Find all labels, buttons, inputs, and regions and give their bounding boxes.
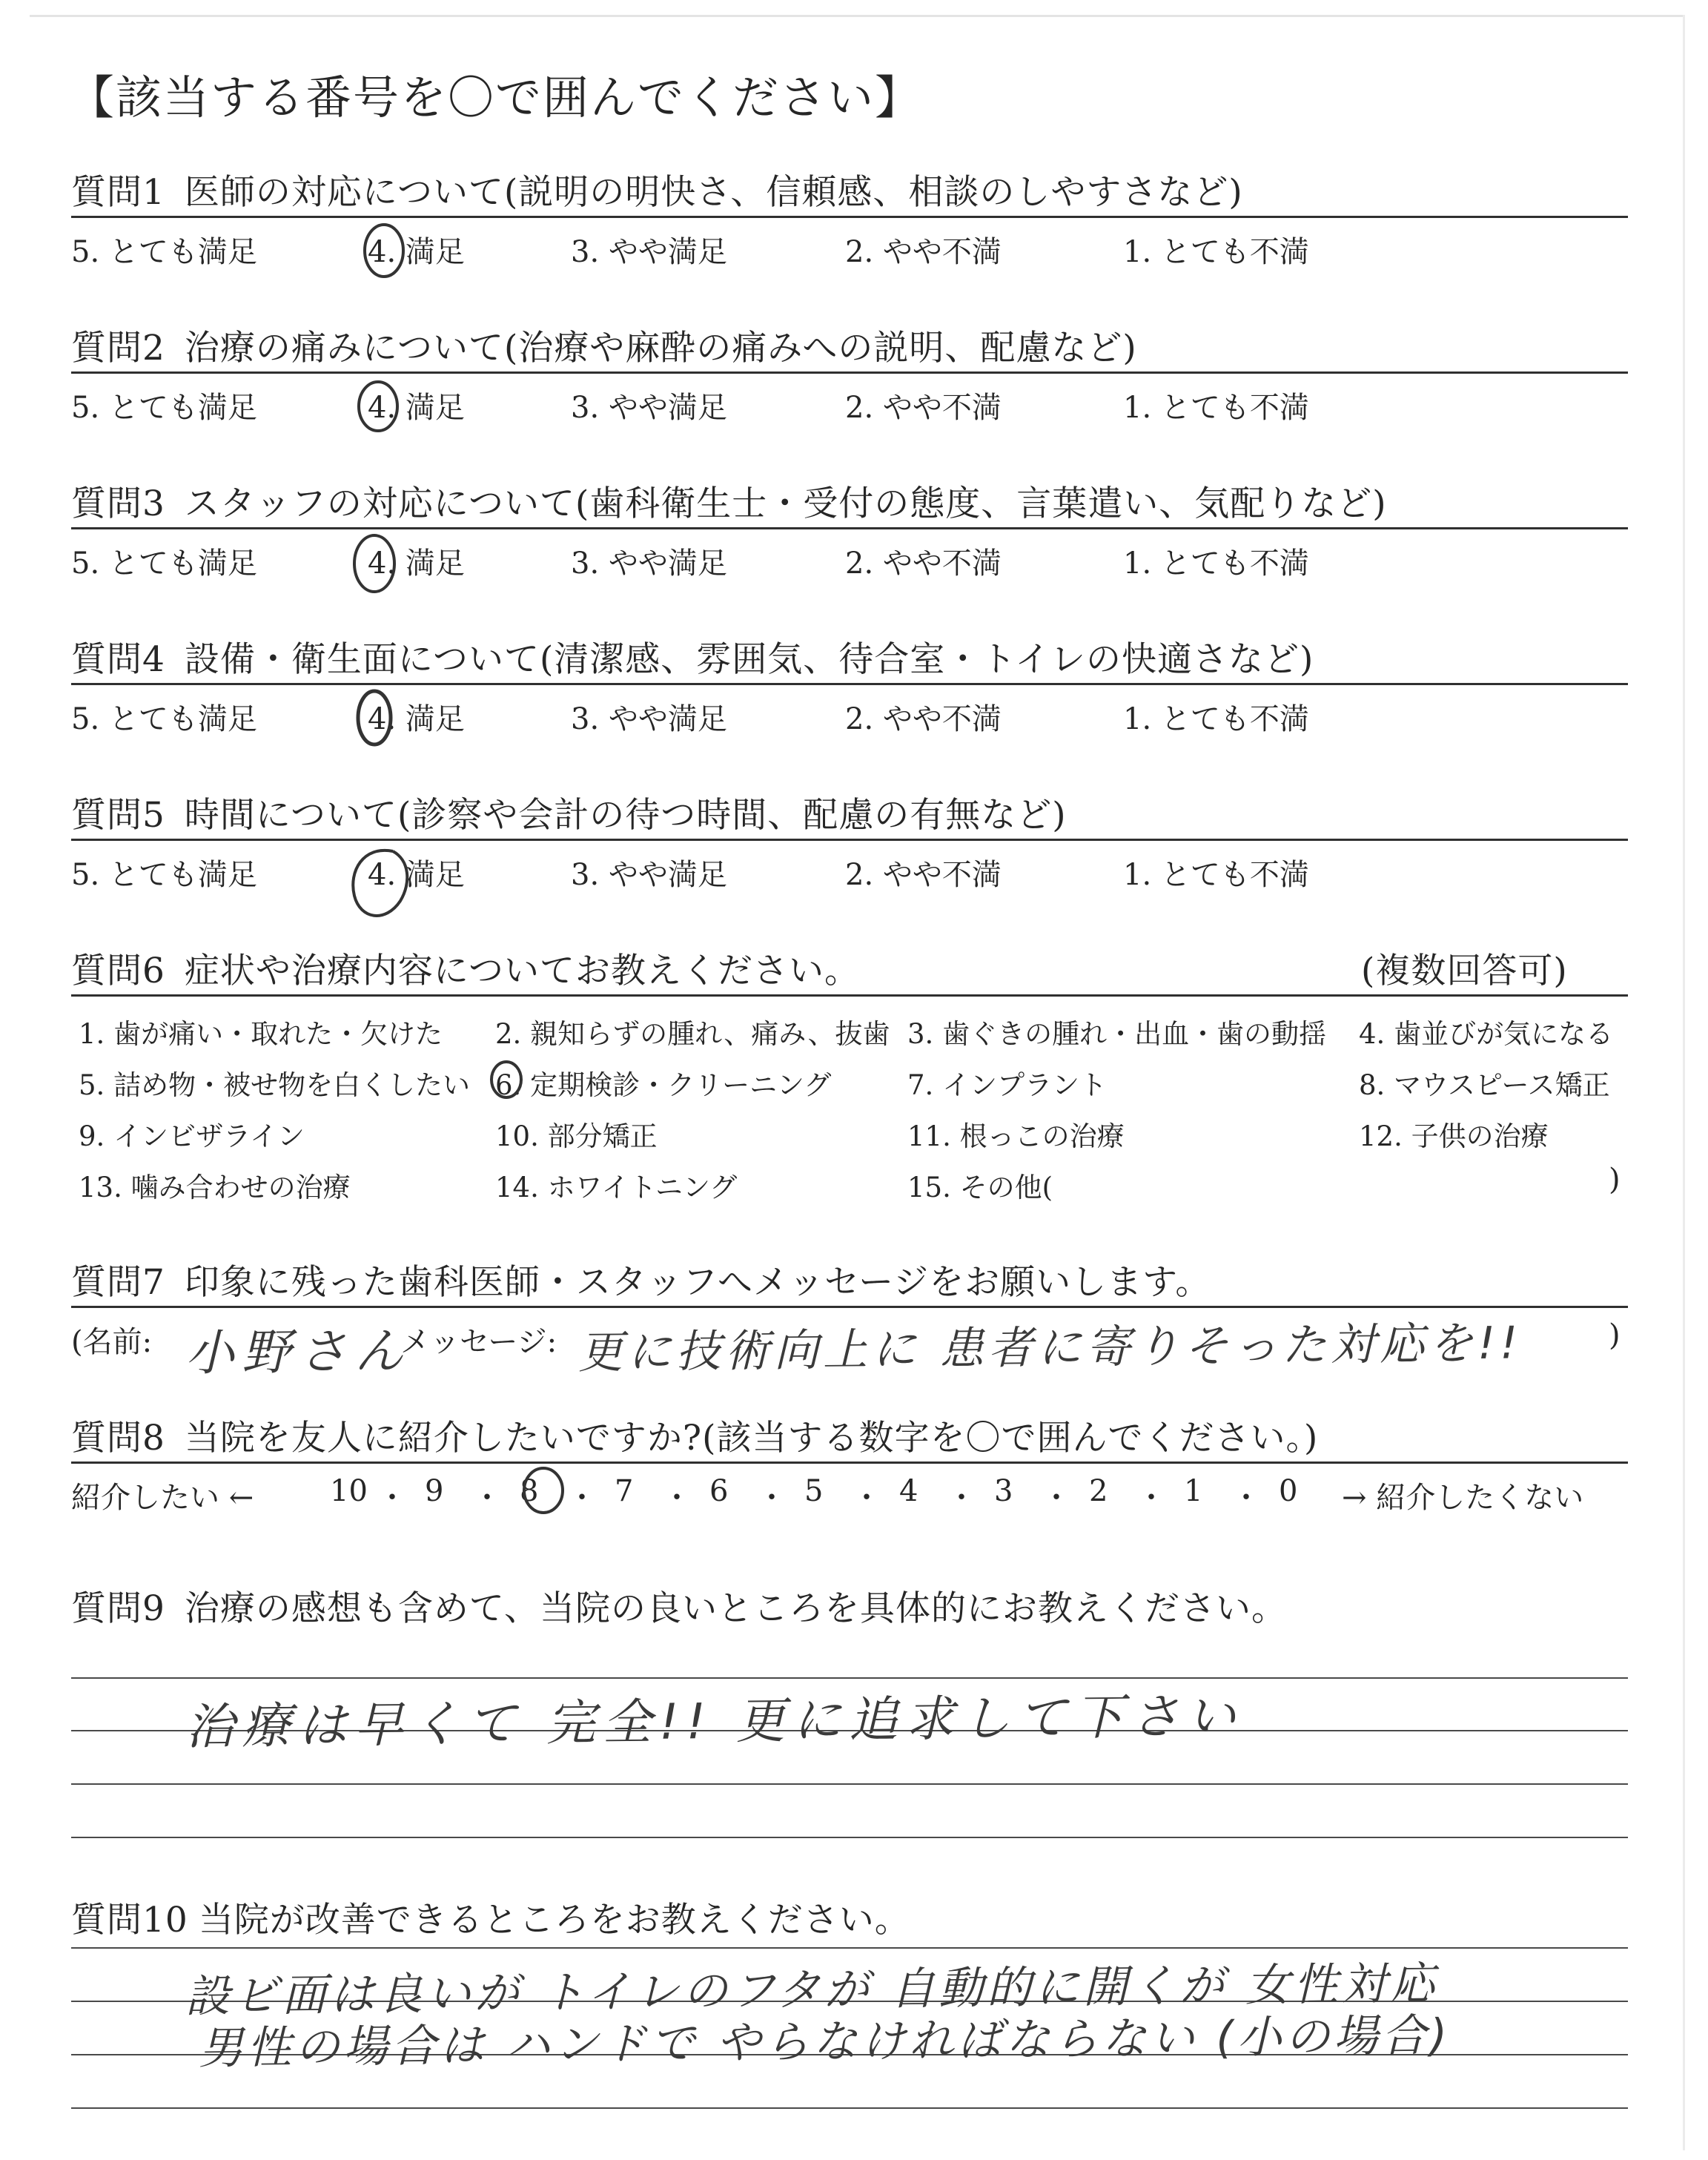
question-7	[71, 1255, 1211, 1304]
message-answer[interactable]: 更に技術向上に 患者に寄りそった対応を!!	[577, 1317, 1523, 1379]
scan-edge-top	[30, 15, 1683, 17]
scale-value-6[interactable]: 6	[709, 1474, 729, 1508]
option-1[interactable]: 1. とても不満	[1123, 702, 1309, 736]
option-1[interactable]: 1. とても不満	[1123, 235, 1309, 269]
q6-item-8[interactable]: 8. マウスピース矯正	[1359, 1069, 1610, 1101]
q6-item-2[interactable]: 2. 親知らずの腫れ、痛み、抜歯	[495, 1018, 890, 1050]
question-8	[71, 1410, 1318, 1460]
question-rule	[71, 527, 1628, 529]
question-number: 質問2	[71, 328, 165, 369]
scale-left-label: 紹介したい ←	[71, 1481, 254, 1515]
question-number: 質問6	[71, 951, 165, 991]
scale-separator: ・	[947, 1481, 976, 1515]
option-5[interactable]: 5. とても満足	[71, 235, 257, 269]
scale-value-7[interactable]: 7	[615, 1474, 634, 1508]
q6-item-12[interactable]: 12. 子供の治療	[1359, 1120, 1549, 1152]
question-number: 質問1	[71, 172, 165, 213]
option-1[interactable]: 1. とても不満	[1123, 858, 1309, 892]
question-rule	[71, 1462, 1628, 1464]
question-number: 質問4	[71, 639, 165, 680]
question-rule	[71, 994, 1628, 997]
option-4[interactable]: 4. 満足	[368, 858, 465, 892]
scale-separator: ・	[1042, 1481, 1071, 1515]
message-close-paren: )	[1609, 1318, 1621, 1353]
rating-options-q1	[0, 228, 1708, 273]
q6-item-15[interactable]: 15. その他(	[907, 1172, 1053, 1203]
q6-item-3[interactable]: 3. 歯ぐきの腫れ・出血・歯の動揺	[907, 1018, 1327, 1050]
scale-value-0[interactable]: 0	[1279, 1474, 1298, 1508]
question-text: 医師の対応について(説明の明快さ、信頼感、相談のしやすさなど)	[184, 172, 1243, 213]
rating-options-q5	[0, 851, 1708, 896]
answer-line	[71, 1677, 1628, 1679]
option-1[interactable]: 1. とても不満	[1123, 546, 1309, 581]
question-rule	[71, 216, 1628, 218]
question-rule	[71, 1306, 1628, 1308]
scale-separator: ・	[567, 1481, 597, 1515]
question-text: 治療の痛みについて(治療や麻酔の痛みへの説明、配慮など)	[184, 328, 1137, 369]
scale-value-2[interactable]: 2	[1089, 1474, 1108, 1508]
question-rule	[71, 839, 1628, 841]
option-3[interactable]: 3. やや満足	[571, 546, 727, 581]
scale-right-label: → 紹介したくない	[1342, 1481, 1584, 1515]
q6-item-7[interactable]: 7. インプラント	[907, 1069, 1108, 1101]
question-number: 質問3	[71, 483, 165, 524]
scan-edge-right	[1683, 15, 1685, 2150]
question-number: 質問5	[71, 795, 165, 836]
scale-value-3[interactable]: 3	[994, 1474, 1013, 1508]
question-text: 印象に残った歯科医師・スタッフへメッセージをお願いします。	[184, 1262, 1211, 1303]
question-6	[71, 943, 860, 993]
answer-line	[71, 1783, 1628, 1785]
question-text: 当院が改善できるところをお教えください。	[198, 1900, 910, 1941]
option-4[interactable]: 4. 満足	[368, 702, 465, 736]
scale-value-10[interactable]: 10	[330, 1474, 368, 1508]
scale-separator: ・	[377, 1481, 407, 1515]
question-10	[71, 1892, 910, 1942]
name-answer[interactable]: 小野さん	[185, 1322, 411, 1382]
option-2[interactable]: 2. やや不満	[845, 391, 1002, 425]
scale-value-1[interactable]: 1	[1184, 1474, 1203, 1508]
rating-options-q4	[0, 696, 1708, 740]
option-2[interactable]: 2. やや不満	[845, 546, 1002, 581]
question-4	[71, 632, 1314, 681]
q6-close-paren: )	[1609, 1163, 1621, 1197]
q10-answer-line-1[interactable]: 設ビ面は良いが トイレのフタが 自動的に開くが 女性対応	[185, 1958, 1439, 2023]
question-number: 質問9	[71, 1588, 165, 1629]
option-4[interactable]: 4. 満足	[368, 546, 465, 581]
scale-value-8[interactable]: 8	[520, 1474, 539, 1508]
q6-item-10[interactable]: 10. 部分矯正	[495, 1120, 658, 1152]
option-2[interactable]: 2. やや不満	[845, 858, 1002, 892]
option-1[interactable]: 1. とても不満	[1123, 391, 1309, 425]
option-5[interactable]: 5. とても満足	[71, 702, 257, 736]
q6-item-14[interactable]: 14. ホワイトニング	[495, 1172, 738, 1203]
option-3[interactable]: 3. やや満足	[571, 391, 727, 425]
question-text: スタッフの対応について(歯科衛生士・受付の態度、言葉遣い、気配りなど)	[184, 483, 1387, 524]
scale-value-9[interactable]: 9	[425, 1474, 444, 1508]
question-text: 当院を友人に紹介したいですか?(該当する数字を〇で囲んでください。)	[184, 1418, 1319, 1459]
option-5[interactable]: 5. とても満足	[71, 546, 257, 581]
question-number: 質問7	[71, 1262, 165, 1303]
option-5[interactable]: 5. とても満足	[71, 858, 257, 892]
option-5[interactable]: 5. とても満足	[71, 391, 257, 425]
answer-line	[71, 2107, 1628, 2109]
option-4[interactable]: 4. 満足	[368, 391, 465, 425]
q6-item-9[interactable]: 9. インビザライン	[79, 1120, 305, 1152]
q6-item-11[interactable]: 11. 根っこの治療	[907, 1120, 1125, 1152]
name-label: (名前:	[71, 1325, 153, 1359]
question-3	[71, 476, 1387, 526]
question-text: 時間について(診察や会計の待つ時間、配慮の有無など)	[184, 795, 1067, 836]
question-rule	[71, 683, 1628, 685]
question-text: 治療の感想も含めて、当院の良いところを具体的にお教えください。	[184, 1588, 1287, 1629]
scale-separator: ・	[1231, 1481, 1261, 1515]
rating-options-q3	[0, 540, 1708, 584]
q9-answer[interactable]: 治療は早くて 完全!! 更に追求して下さい	[185, 1687, 1244, 1756]
question-number: 質問8	[71, 1418, 165, 1459]
q10-answer-line-2[interactable]: 男性の場合は ハンドで やらなければならない (小の場合)	[198, 2009, 1452, 2075]
option-4[interactable]: 4. 満足	[368, 235, 465, 269]
scale-separator: ・	[852, 1481, 881, 1515]
q6-item-6[interactable]: 6. 定期検診・クリーニング	[495, 1069, 832, 1101]
option-2[interactable]: 2. やや不満	[845, 235, 1002, 269]
question-5	[71, 787, 1067, 837]
question-rule	[71, 371, 1628, 374]
question-1	[71, 165, 1243, 214]
question-9	[71, 1581, 1287, 1631]
page-title: 【該当する番号を〇で囲んでください】	[68, 70, 923, 125]
q6-item-1[interactable]: 1. 歯が痛い・取れた・欠けた	[79, 1018, 443, 1050]
q6-item-4[interactable]: 4. 歯並びが気になる	[1359, 1018, 1614, 1050]
multi-answer-note: (複数回答可)	[1361, 951, 1568, 991]
question-text: 設備・衛生面について(清潔感、雰囲気、待合室・トイレの快適さなど)	[184, 639, 1314, 680]
answer-line	[71, 1837, 1628, 1838]
scale-value-5[interactable]: 5	[804, 1474, 824, 1508]
scale-value-4[interactable]: 4	[899, 1474, 918, 1508]
option-3[interactable]: 3. やや満足	[571, 235, 727, 269]
scale-separator: ・	[757, 1481, 787, 1515]
question-text: 症状や治療内容についてお教えください。	[184, 951, 860, 991]
scale-separator: ・	[662, 1481, 692, 1515]
question-2	[71, 320, 1137, 370]
q6-item-5[interactable]: 5. 詰め物・被せ物を白くしたい	[79, 1069, 471, 1101]
option-2[interactable]: 2. やや不満	[845, 702, 1002, 736]
option-3[interactable]: 3. やや満足	[571, 702, 727, 736]
scale-separator: ・	[472, 1481, 502, 1515]
question-number: 質問10	[71, 1900, 188, 1941]
rating-options-q2	[0, 384, 1708, 429]
q6-item-13[interactable]: 13. 噛み合わせの治療	[79, 1172, 351, 1203]
message-label: メッセージ:	[400, 1325, 557, 1359]
scale-separator: ・	[1136, 1481, 1166, 1515]
option-3[interactable]: 3. やや満足	[571, 858, 727, 892]
